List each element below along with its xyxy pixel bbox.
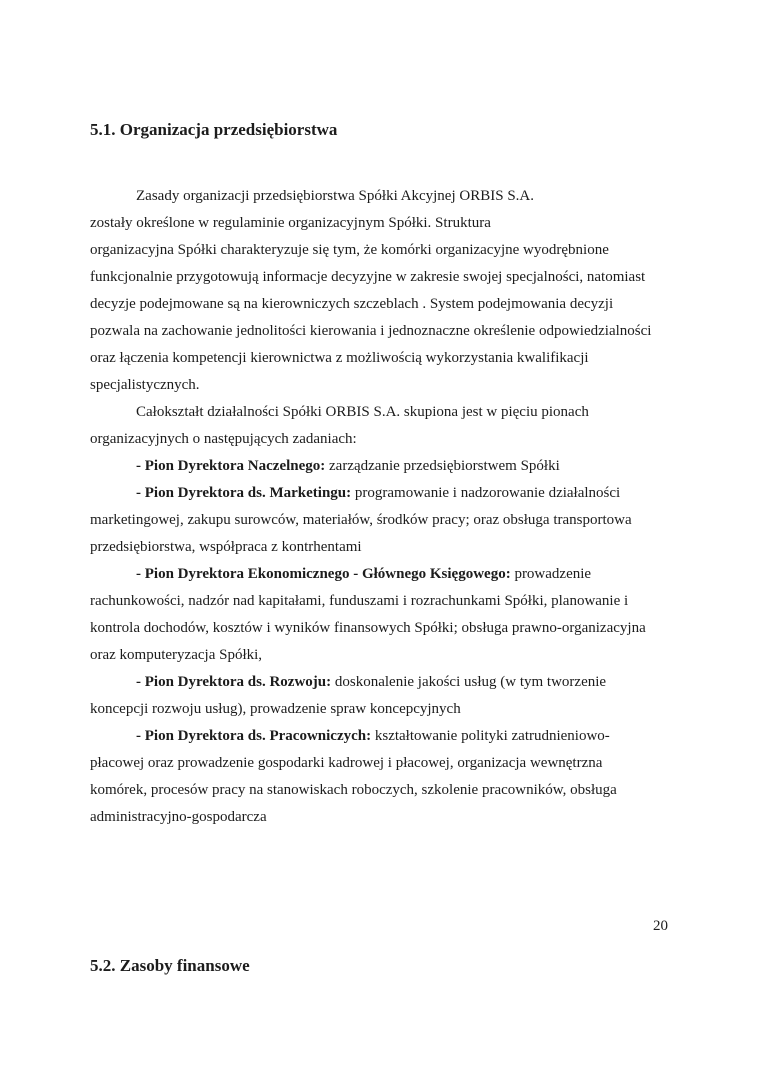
- text-line: [90, 750, 675, 777]
- text-run: kontrola dochodów, kosztów i wyników finansowych Spółki; obsługa prawno-organizacyjna: [90, 620, 646, 636]
- text-run: płacowej oraz prowadzenie gospodarki kadrowej i płacowej, organizacja wewnętrzna: [90, 755, 603, 771]
- text-run: oraz łączenia kompetencji kierownictwa z możliwością wykorzystania kwalifikacji: [90, 350, 589, 366]
- text-run: koncepcji rozwoju usług), prowadzenie spraw koncepcyjnych: [90, 701, 461, 717]
- text-line: [90, 696, 675, 723]
- text-line: [90, 642, 675, 669]
- text-run: funkcjonalnie przygotowują informacje decyzyjne w zakresie swojej specjalności, natomiast: [90, 269, 646, 285]
- text-run: kształtowanie polityki zatrudnieniowo-: [371, 728, 610, 744]
- text-line: [90, 480, 675, 507]
- text-line: [90, 264, 675, 291]
- section-heading-5-2: 5.2. Zasoby finansowe: [90, 956, 250, 975]
- text-line: [90, 561, 675, 588]
- text-line: [90, 345, 675, 372]
- text-line: [90, 804, 675, 831]
- text-run: zarządzanie przedsiębiorstwem Spółki: [325, 458, 560, 474]
- text-run: decyzje podejmowane są na kierowniczych szczeblach . System podejmowania decyzji: [90, 296, 614, 312]
- text-line: [90, 291, 675, 318]
- text-run: prowadzenie: [510, 566, 592, 582]
- bold-text-run: - Pion Dyrektora ds. Marketingu:: [136, 485, 352, 501]
- text-line: [90, 507, 675, 534]
- text-line: [90, 723, 675, 750]
- text-line: [90, 534, 675, 561]
- text-run: programowanie i nadzorowanie działalności: [351, 485, 621, 501]
- text-run: administracyjno-gospodarcza: [90, 809, 267, 825]
- text-line: [90, 210, 675, 237]
- bold-text-run: - Pion Dyrektora ds. Rozwoju:: [136, 674, 332, 690]
- text-line: [90, 777, 675, 804]
- text-run: organizacyjna Spółki charakteryzuje się tym, że komórki organizacyjne wyodrębnione: [90, 242, 609, 258]
- text-run: przedsiębiorstwa, współpraca z kontrhentami: [90, 539, 362, 555]
- text-run: oraz komputeryzacja Spółki,: [90, 647, 263, 663]
- text-run: komórek, procesów pracy na stanowiskach roboczych, szkolenie pracowników, obsługa: [90, 782, 617, 798]
- section-heading-5-1: 5.1. Organizacja przedsiębiorstwa: [90, 120, 338, 139]
- text-run: doskonalenie jakości usług (w tym tworzenie: [331, 674, 607, 690]
- bold-text-run: - Pion Dyrektora ds. Pracowniczych:: [136, 728, 372, 744]
- text-line: [90, 426, 675, 453]
- text-run: organizacyjnych o następujących zadaniach:: [90, 431, 357, 447]
- text-line: [90, 237, 675, 264]
- text-run: marketingowej, zakupu surowców, materiałów, środków pracy; oraz obsługa transportowa: [90, 512, 632, 528]
- text-run: pozwala na zachowanie jednolitości kierowania i jednoznaczne określenie odpowiedzialności: [90, 323, 652, 339]
- text-run: specjalistycznych.: [90, 377, 200, 393]
- text-run: Całokształt działalności Spółki ORBIS S.A. skupiona jest w pięciu pionach: [136, 404, 589, 420]
- text-line: [90, 453, 675, 480]
- text-run: Zasady organizacji przedsiębiorstwa Spółki Akcyjnej ORBIS S.A.: [136, 188, 534, 204]
- text-line: [90, 588, 675, 615]
- text-line: [90, 669, 675, 696]
- text-line: [90, 183, 675, 210]
- text-line: [90, 399, 675, 426]
- text-run: zostały określone w regulaminie organizacyjnym Spółki. Struktura: [90, 215, 491, 231]
- text-line: [90, 318, 675, 345]
- text-line: [90, 372, 675, 399]
- body-text: [90, 183, 675, 831]
- text-run: rachunkowości, nadzór nad kapitałami, funduszami i rozrachunkami Spółki, planowanie i: [90, 593, 629, 609]
- bold-text-run: - Pion Dyrektora Naczelnego:: [136, 458, 326, 474]
- text-line: [90, 615, 675, 642]
- page-number: 20: [653, 918, 668, 934]
- bold-text-run: - Pion Dyrektora Ekonomicznego - Głównego Księgowego:: [136, 566, 511, 582]
